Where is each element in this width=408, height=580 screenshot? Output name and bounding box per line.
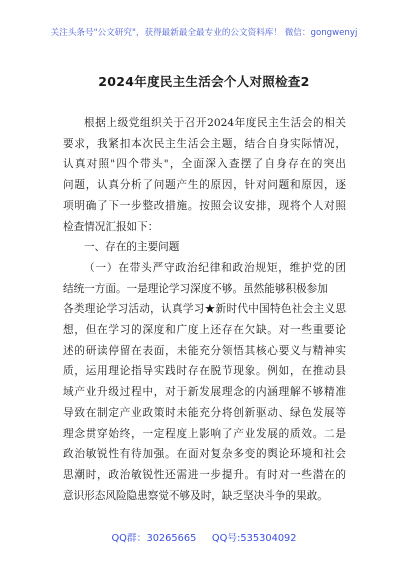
body-line: 意识形态风险隐患察觉不够及时，缺乏坚决斗争的果敢。 — [63, 489, 328, 502]
body-line: 要求，我紧扣本次民主生活会主题，结合自身实际情况， — [63, 137, 346, 150]
body-line: 检查情况汇报如下： — [63, 220, 159, 233]
body-line: 域产业升级过程中，对于新发展理念的内涵理解不够精准 — [63, 386, 346, 399]
body-line: 项明确了下一步整改措施。按照会议安排，现将个人对照 — [63, 199, 346, 212]
body-line: 一、存在的主要问题 — [84, 241, 180, 254]
body-line: 根据上级党组织关于召开2024年度民主生活会的相关 — [84, 117, 346, 129]
document-body — [63, 113, 346, 506]
footer-contact: QQ群：30265665 QQ号:535304092 — [111, 533, 297, 544]
body-line: （一）在带头严守政治纪律和政治规矩，维护党的团 — [84, 261, 346, 274]
document-title: 2024年度民主生活会个人对照检查2 — [98, 74, 310, 89]
header-promo-note: 关注头条号"公文研究"，获得最新最全最专业的公文资料库！ 微信：gongwenyj — [50, 28, 358, 38]
body-line: 想，但在学习的深度和广度上还存在欠缺。对一些重要论 — [63, 324, 346, 337]
body-line: 认真对照"四个带头"，全面深入查摆了自身存在的突出 — [63, 158, 346, 171]
body-line: 思潮时，政治敏锐性还需进一步提升。有时对一些潜在的 — [63, 468, 346, 481]
body-line: 结统一方面。一是理论学习深度不够。虽然能够积极参加 — [63, 282, 328, 295]
body-line: 理念贯穿始终，一定程度上影响了产业发展的质效。二是 — [63, 427, 346, 440]
body-line: 各类理论学习活动，认真学习★新时代中国特色社会主义思 — [63, 303, 346, 316]
body-line: 问题，认真分析了问题产生的原因，针对问题和原因，逐 — [63, 179, 346, 192]
body-line: 政治敏锐性有待加强。在面对复杂多变的舆论环境和社会 — [63, 448, 346, 461]
body-line: 导致在制定产业政策时未能充分将创新驱动、绿色发展等 — [63, 406, 346, 419]
body-line: 质，运用理论指导实践时存在脱节现象。例如，在推动县 — [63, 365, 346, 378]
body-line: 述的研读停留在表面，未能充分领悟其核心要义与精神实 — [63, 344, 346, 357]
